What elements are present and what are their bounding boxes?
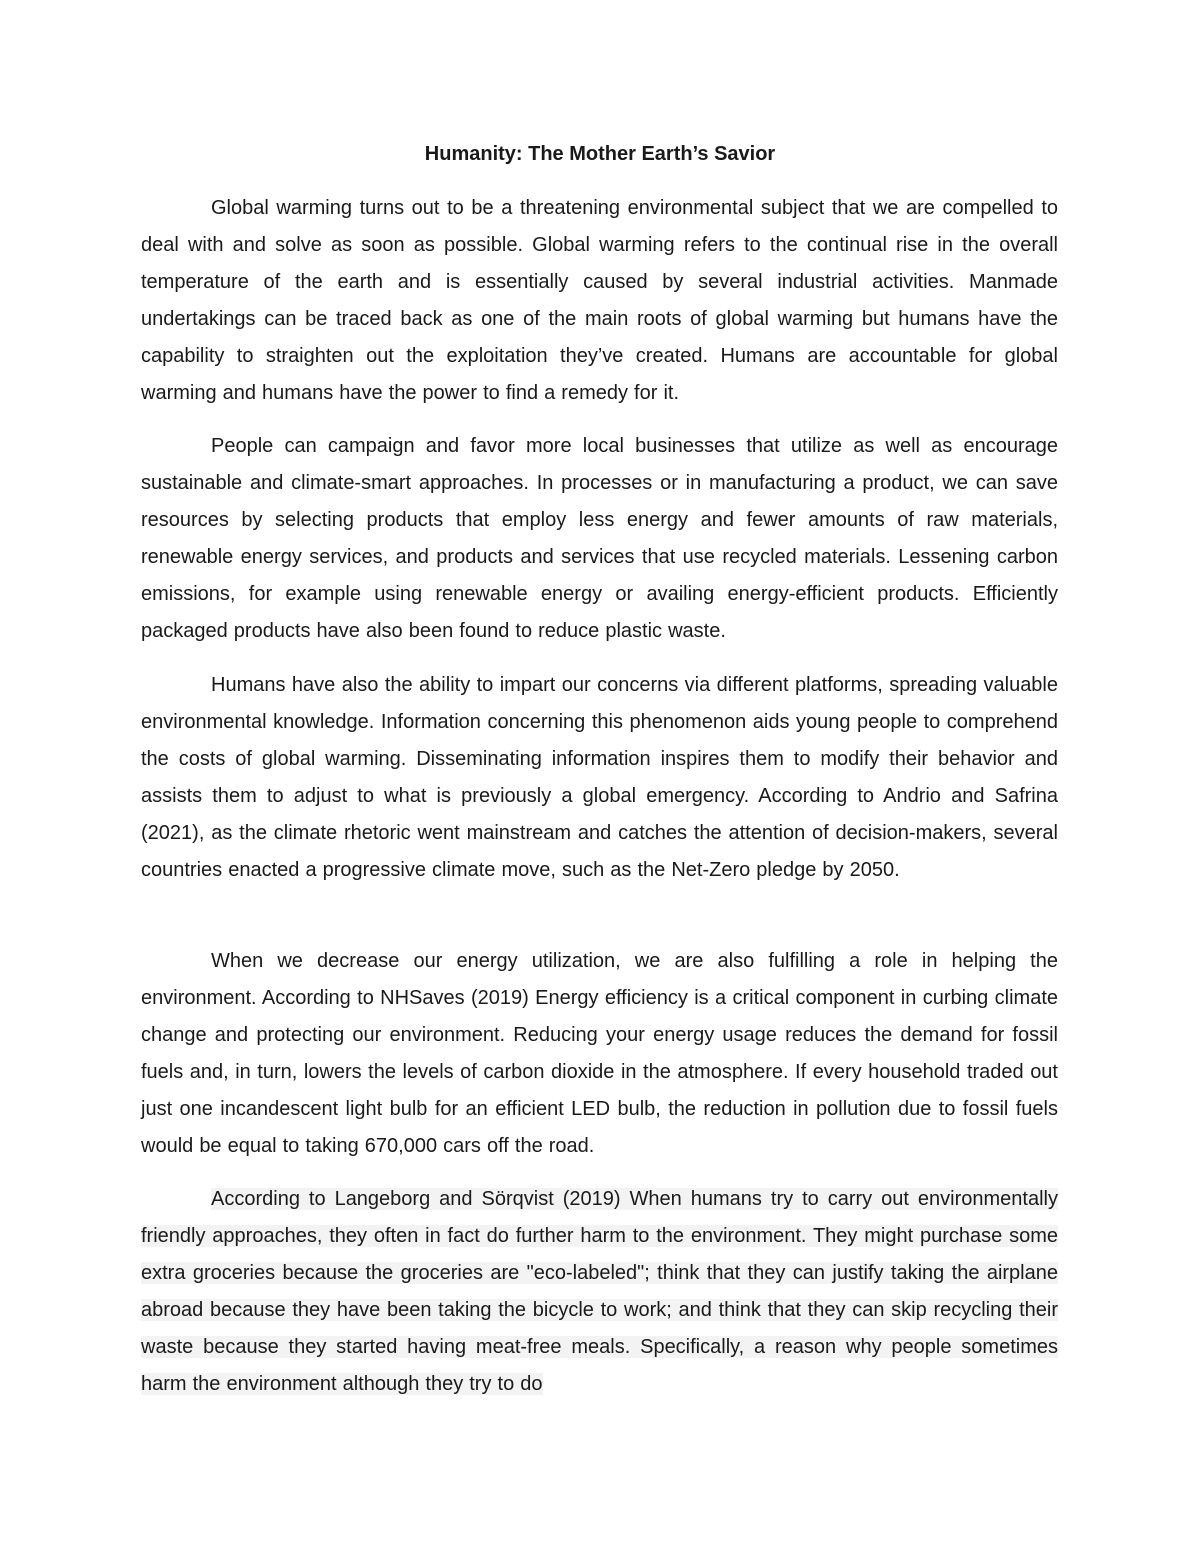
paragraph-5 — [141, 1181, 1058, 1403]
paragraph-1: Global warming turns out to be a threatening environmental subject that we are compelled to deal with and solve as soon as possible. Global warming refers to the continual rise in the overall temperature of the earth and is essentially caused by several industrial activities. Manmade undertakings can be traced back as one of the main roots of global warming but humans have the capability to straighten out the exploitation they’ve created. Humans are accountable for global warming and humans have the power to find a remedy for it. — [141, 197, 1058, 404]
paragraph-4: When we decrease our energy utilization, we are also fulfilling a role in helping the environment. According to NHSaves (2019) Energy efficiency is a critical component in curbing climate change and protecting our environment. Reducing your energy usage reduces the demand for fossil fuels and, in turn, lowers the levels of carbon dioxide in the atmosphere. If every household traded out just one incandescent light bulb for an efficient LED bulb, the reduction in pollution due to fossil fuels would be equal to taking 670,000 cars off the road. — [141, 950, 1058, 1157]
highlighted-text: According to Langeborg and Sörqvist (2019) When humans try to carry out environmentally friendly approaches, they often in fact do further harm to the environment. They might purchase some extra groceries because the groceries are "eco-labeled"; think that they can justify taking the airplane abroad because they have been taking the bicycle to work; and think that they can skip recycling their waste because they started having meat-free meals. Specifically, a reason why people sometimes harm the environment although they try to do — [141, 1188, 1058, 1395]
paragraph-3: Humans have also the ability to impart our concerns via different platforms, spreading valuable environmental knowledge. Information concerning this phenomenon aids young people to comprehend the costs of global warming. Disseminating information inspires them to modify their behavior and assists them to adjust to what is previously a global emergency. According to Andrio and Safrina (2021), as the climate rhetoric went mainstream and catches the attention of decision-makers, several countries enacted a progressive climate move, such as the Net-Zero pledge by 2050. — [141, 674, 1058, 881]
document-title: Humanity: The Mother Earth’s Savior — [424, 143, 776, 165]
paragraph-2: People can campaign and favor more local businesses that utilize as well as encourage sustainable and climate-smart approaches. In processes or in manufacturing a product, we can save resources by selecting products that employ less energy and fewer amounts of raw materials, renewable energy services, and products and services that use recycled materials. Lessening carbon emissions, for example using renewable energy or availing energy-efficient products. Efficiently packaged products have also been found to reduce plastic waste. — [141, 435, 1058, 642]
